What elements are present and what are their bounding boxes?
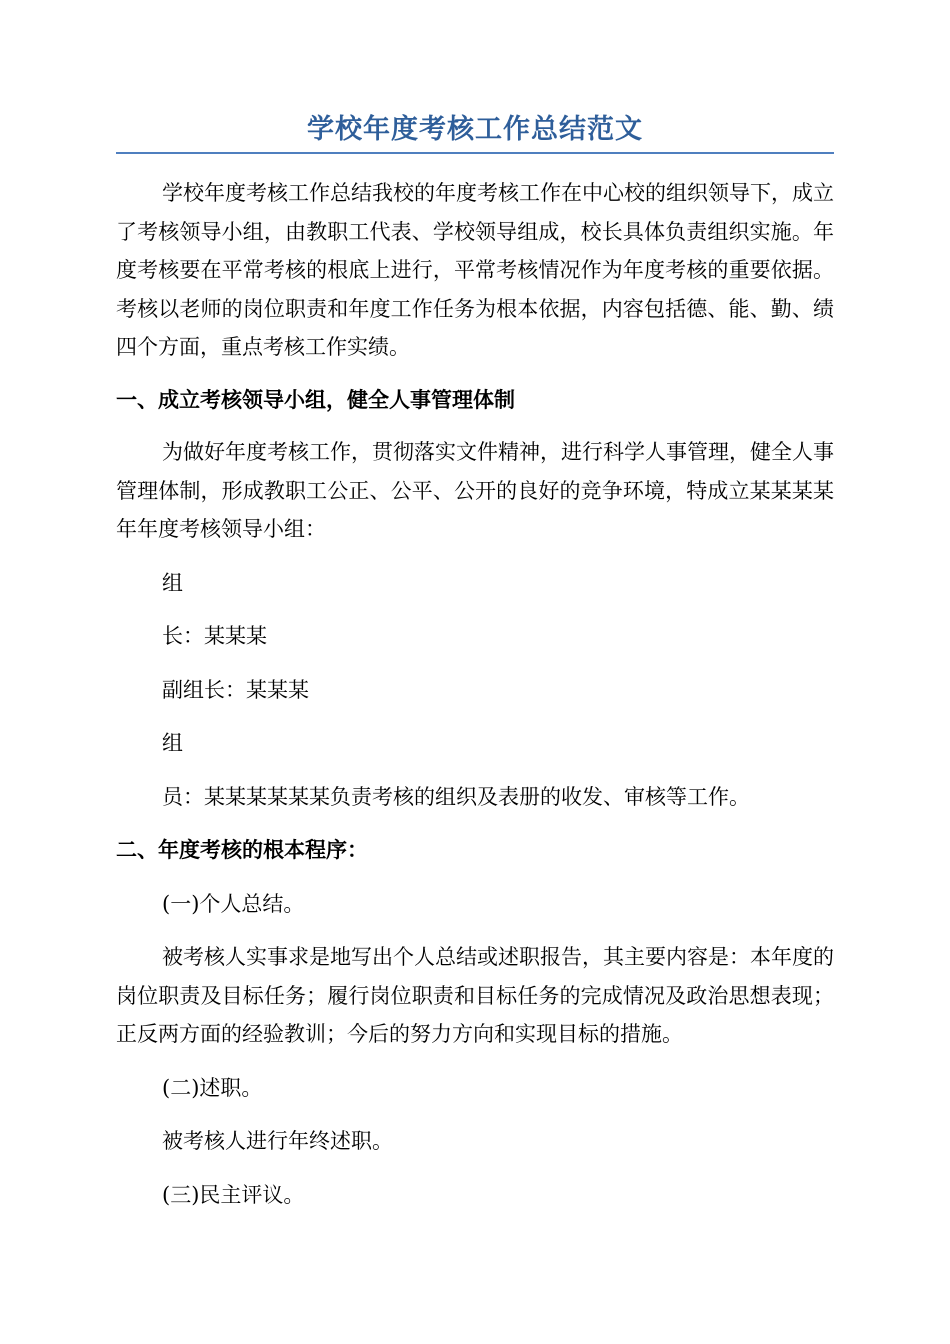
member-line-a: 组 — [162, 731, 183, 755]
spacer — [116, 763, 834, 778]
leader-line-a: 组 — [162, 570, 183, 595]
member-line-b: 员：某某某某某某负责考核的组织及表册的收发、审核等工作。 — [162, 784, 750, 809]
spacer — [116, 419, 834, 433]
section1-paragraph: 为做好年度考核工作，贯彻落实文件精神，进行科学人事管理，健全人事管理体制，形成教职工公正、公平、公开的良好的竞争环境，特成立某某某某年年度考核领导小组： — [116, 440, 834, 541]
spacer — [116, 549, 834, 564]
spacer — [116, 1107, 834, 1122]
spacer — [116, 816, 834, 831]
step1-title: (一)个人总结。 — [162, 891, 305, 916]
spacer — [116, 367, 834, 381]
step2-title: (二)述职。 — [162, 1075, 263, 1100]
spacer — [116, 1161, 834, 1176]
leader-line-b: 长：某某某 — [162, 624, 267, 648]
intro-paragraph: 学校年度考核工作总结我校的年度考核工作在中心校的组织领导下，成立了考核领导小组，由教职工代表、学校领导组成，校长具体负责组织实施。年度考核要在平常考核的根底上进行，平常考核情况作为年度考核的重要依据。考核以老师的岗位职责和年度工作任务为根本依据，内容包括德、能、勤、绩四个方面，重点考核工作实绩。 — [116, 181, 834, 359]
document-title: 学校年度考核工作总结范文 — [116, 110, 834, 154]
spacer — [116, 154, 834, 174]
step2-paragraph: 被考核人进行年终述职。 — [162, 1129, 393, 1153]
section2-heading: 二、年度考核的根本程序： — [116, 838, 368, 862]
section1-heading: 一、成立考核领导小组，健全人事管理体制 — [116, 387, 515, 412]
spacer — [116, 709, 834, 724]
document-page — [116, 110, 834, 1214]
spacer — [116, 1054, 834, 1069]
vice-leader-line: 副组长：某某某 — [162, 677, 309, 702]
spacer — [116, 602, 834, 617]
step3-title: (三)民主评议。 — [162, 1182, 305, 1207]
step1-paragraph: 被考核人实事求是地写出个人总结或述职报告，其主要内容是：本年度的岗位职责及目标任务；履行岗位职责和目标任务的完成情况及政治思想表现；正反两方面的经验教训；今后的努力方向和实现目标的措施。 — [116, 945, 834, 1046]
spacer — [116, 870, 834, 885]
spacer — [116, 923, 834, 938]
spacer — [116, 656, 834, 671]
